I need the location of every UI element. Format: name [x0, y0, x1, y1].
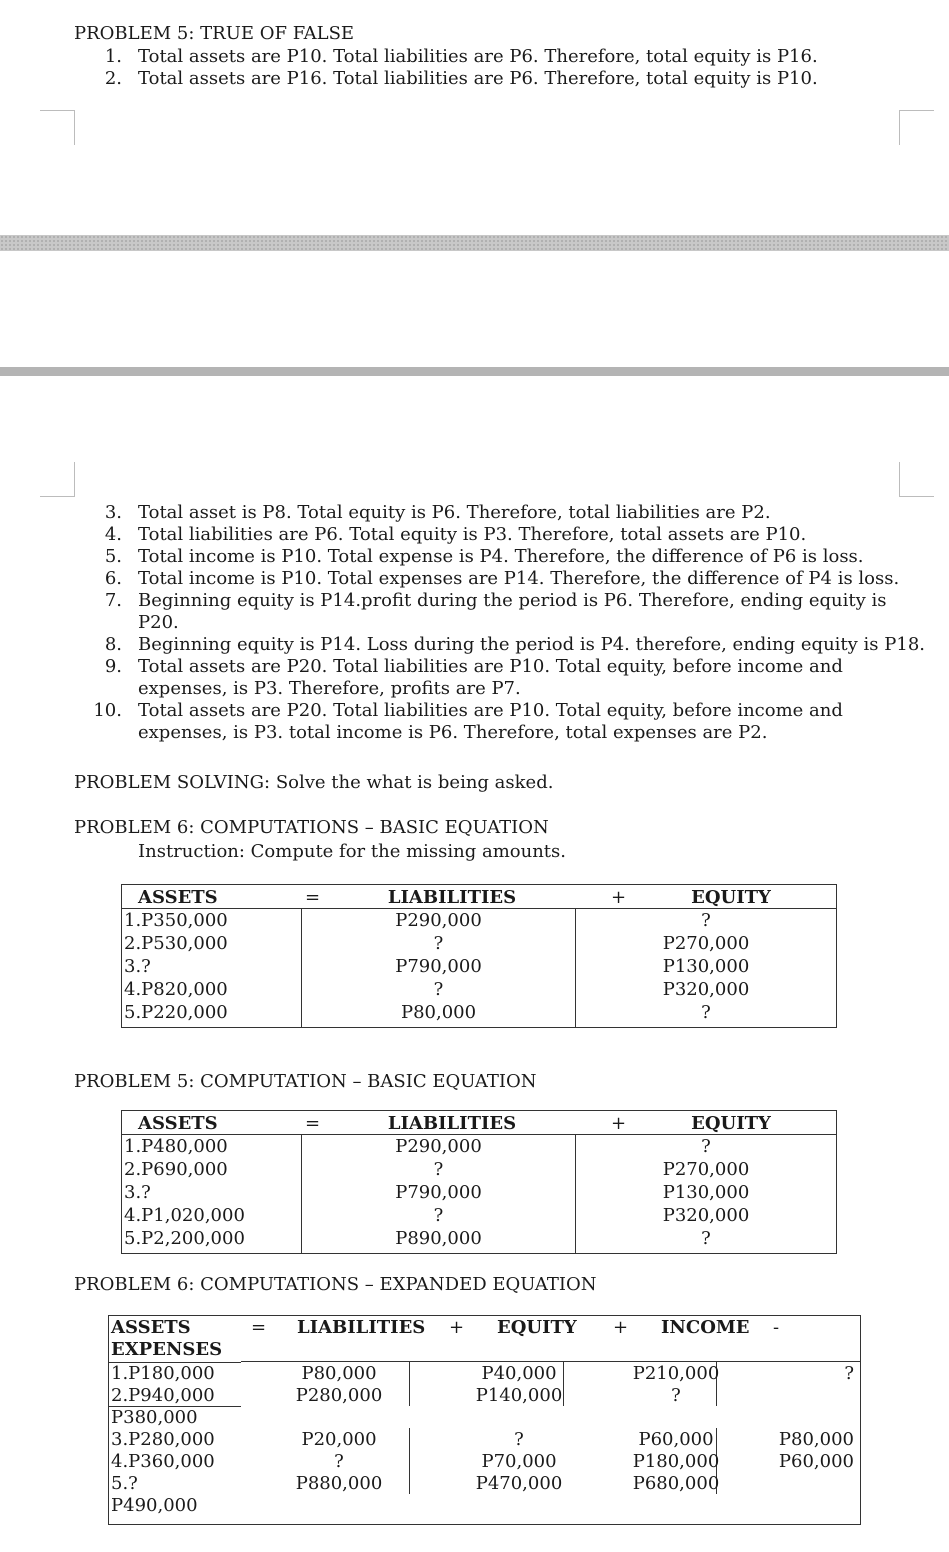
cell-equity: P320,000 [662, 1205, 750, 1226]
cell-assets: 1.P350,000 [124, 910, 228, 931]
cell-liabilities: P890,000 [395, 1228, 482, 1249]
item-text: Beginning equity is P14. Loss during the period is P4. therefore, ending equity is P18. [138, 634, 925, 655]
equals-sign: = [251, 1317, 267, 1338]
cell-income: P60,000 [638, 1429, 714, 1450]
page-gap [0, 235, 949, 251]
plus-sign: + [449, 1317, 465, 1338]
cell-assets: 5.? [111, 1473, 138, 1494]
item-text: Total income is P10. Total expense is P4. Therefore, the difference of P6 is loss. [138, 546, 864, 567]
cell-equity: P140,000 [475, 1385, 563, 1406]
equals-sign: = [305, 887, 321, 908]
cell-liabilities: ? [433, 933, 444, 954]
cell-expenses: P80,000 [778, 1429, 854, 1450]
p5c-heading: PROBLEM 5: COMPUTATION – BASIC EQUATION [74, 1071, 537, 1092]
cell-liabilities: P20,000 [301, 1429, 377, 1450]
col-header-assets: ASSETS [138, 887, 218, 908]
item-text: Total assets are P10. Total liabilities are P6. Therefore, total equity is P16. [138, 46, 818, 67]
p6-instruction: Instruction: Compute for the missing amounts. [138, 841, 566, 862]
item-text: Total income is P10. Total expenses are P14. Therefore, the difference of P4 is loss. [138, 568, 900, 589]
item-text: Total assets are P20. Total liabilities are P10. Total equity, before income and [138, 700, 843, 721]
item-text: Total assets are P16. Total liabilities are P6. Therefore, total equity is P10. [138, 68, 818, 89]
col-header-equity: EQUITY [691, 887, 771, 908]
cell-assets: 2.P530,000 [124, 933, 228, 954]
cell-liabilities: P80,000 [301, 1363, 377, 1384]
cell-assets: 5.P220,000 [124, 1002, 228, 1023]
cell-equity: P270,000 [662, 933, 750, 954]
cell-equity: ? [701, 1136, 711, 1157]
page-corner-mark [899, 110, 934, 145]
item-text-continued: expenses, is P3. Therefore, profits are P7. [138, 678, 521, 699]
item-number: 3. [104, 502, 122, 523]
cell-equity: ? [701, 1002, 711, 1023]
cell-equity: P270,000 [662, 1159, 750, 1180]
cell-equity: P130,000 [662, 1182, 750, 1203]
cell-liabilities: ? [433, 1159, 444, 1180]
cell-assets: 4.P820,000 [124, 979, 228, 1000]
item-text: Total asset is P8. Total equity is P6. Therefore, total liabilities are P2. [138, 502, 771, 523]
item-number: 10. [93, 700, 122, 721]
cell-income: ? [671, 1385, 681, 1406]
cell-equity: P70,000 [481, 1451, 557, 1472]
col-header-liabilities: LIABILITIES [297, 1317, 426, 1338]
page-corner-mark [899, 462, 934, 497]
cell-expenses: P380,000 [111, 1407, 198, 1428]
col-header-liabilities: LIABILITIES [387, 1113, 517, 1134]
cell-liabilities: ? [433, 1205, 444, 1226]
cell-assets: 4.P1,020,000 [124, 1205, 245, 1226]
cell-assets: 2.P940,000 [111, 1385, 215, 1406]
item-number: 4. [104, 524, 122, 545]
cell-assets: 3.? [124, 1182, 151, 1203]
cell-equity: P130,000 [662, 956, 750, 977]
plus-sign: + [613, 1317, 629, 1338]
item-number: 1. [104, 46, 122, 67]
cell-income: P210,000 [632, 1363, 720, 1384]
problem-solving-heading: PROBLEM SOLVING: Solve the what is being asked. [74, 772, 554, 793]
cell-liabilities: ? [334, 1451, 344, 1472]
cell-liabilities: P80,000 [400, 1002, 477, 1023]
cell-assets: 3.P280,000 [111, 1429, 215, 1450]
cell-expenses: P60,000 [778, 1451, 854, 1472]
cell-equity: P470,000 [475, 1473, 563, 1494]
basic-equation-table-2 [121, 1110, 837, 1254]
col-header-equity: EQUITY [497, 1317, 577, 1338]
item-number: 8. [104, 634, 122, 655]
item-number: 6. [104, 568, 122, 589]
item-number: 7. [104, 590, 122, 611]
item-number: 9. [104, 656, 122, 677]
page-corner-mark [40, 462, 75, 497]
cell-income: P680,000 [632, 1473, 720, 1494]
col-header-equity: EQUITY [691, 1113, 771, 1134]
cell-liabilities: P290,000 [395, 910, 482, 931]
item-text: Beginning equity is P14.profit during the period is P6. Therefore, ending equity is [138, 590, 887, 611]
cell-liabilities: P790,000 [395, 1182, 482, 1203]
cell-liabilities: P880,000 [295, 1473, 383, 1494]
item-text: Total liabilities are P6. Total equity is P3. Therefore, total assets are P10. [138, 524, 807, 545]
plus-sign: + [611, 1113, 627, 1134]
item-text-continued: expenses, is P3. total income is P6. Therefore, total expenses are P2. [138, 722, 768, 743]
equals-sign: = [305, 1113, 321, 1134]
cell-income: P180,000 [632, 1451, 720, 1472]
cell-assets: 2.P690,000 [124, 1159, 228, 1180]
p6-heading: PROBLEM 6: COMPUTATIONS – BASIC EQUATION [74, 817, 549, 838]
cell-assets: 1.P480,000 [124, 1136, 228, 1157]
p6e-heading: PROBLEM 6: COMPUTATIONS – EXPANDED EQUATION [74, 1274, 597, 1295]
cell-assets: 5.P2,200,000 [124, 1228, 245, 1249]
cell-assets: 3.? [124, 956, 151, 977]
cell-assets: 4.P360,000 [111, 1451, 215, 1472]
item-text: Total assets are P20. Total liabilities are P10. Total equity, before income and [138, 656, 843, 677]
cell-equity: P320,000 [662, 979, 750, 1000]
cell-equity: P40,000 [481, 1363, 557, 1384]
cell-expenses: P490,000 [111, 1495, 198, 1516]
cell-liabilities: ? [433, 979, 444, 1000]
cell-assets: 1.P180,000 [111, 1363, 215, 1384]
basic-equation-table-1 [121, 884, 837, 1028]
page-break [0, 367, 949, 376]
cell-equity: ? [701, 910, 711, 931]
expanded-equation-table [108, 1315, 861, 1525]
col-header-income: INCOME [661, 1317, 750, 1338]
cell-equity: ? [514, 1429, 524, 1450]
cell-liabilities: P790,000 [395, 956, 482, 977]
page-corner-mark [40, 110, 75, 145]
tf-heading: PROBLEM 5: TRUE OF FALSE [74, 23, 355, 44]
col-header-assets: ASSETS [111, 1317, 191, 1338]
cell-equity: ? [701, 1228, 711, 1249]
cell-liabilities: P290,000 [395, 1136, 482, 1157]
item-number: 2. [104, 68, 122, 89]
plus-sign: + [611, 887, 627, 908]
col-header-expenses: EXPENSES [111, 1339, 223, 1360]
cell-liabilities: P280,000 [295, 1385, 383, 1406]
minus-sign: - [773, 1317, 780, 1338]
item-number: 5. [104, 546, 122, 567]
item-text-continued: P20. [138, 612, 179, 633]
cell-expenses: ? [844, 1363, 854, 1384]
col-header-liabilities: LIABILITIES [387, 887, 517, 908]
col-header-assets: ASSETS [138, 1113, 218, 1134]
